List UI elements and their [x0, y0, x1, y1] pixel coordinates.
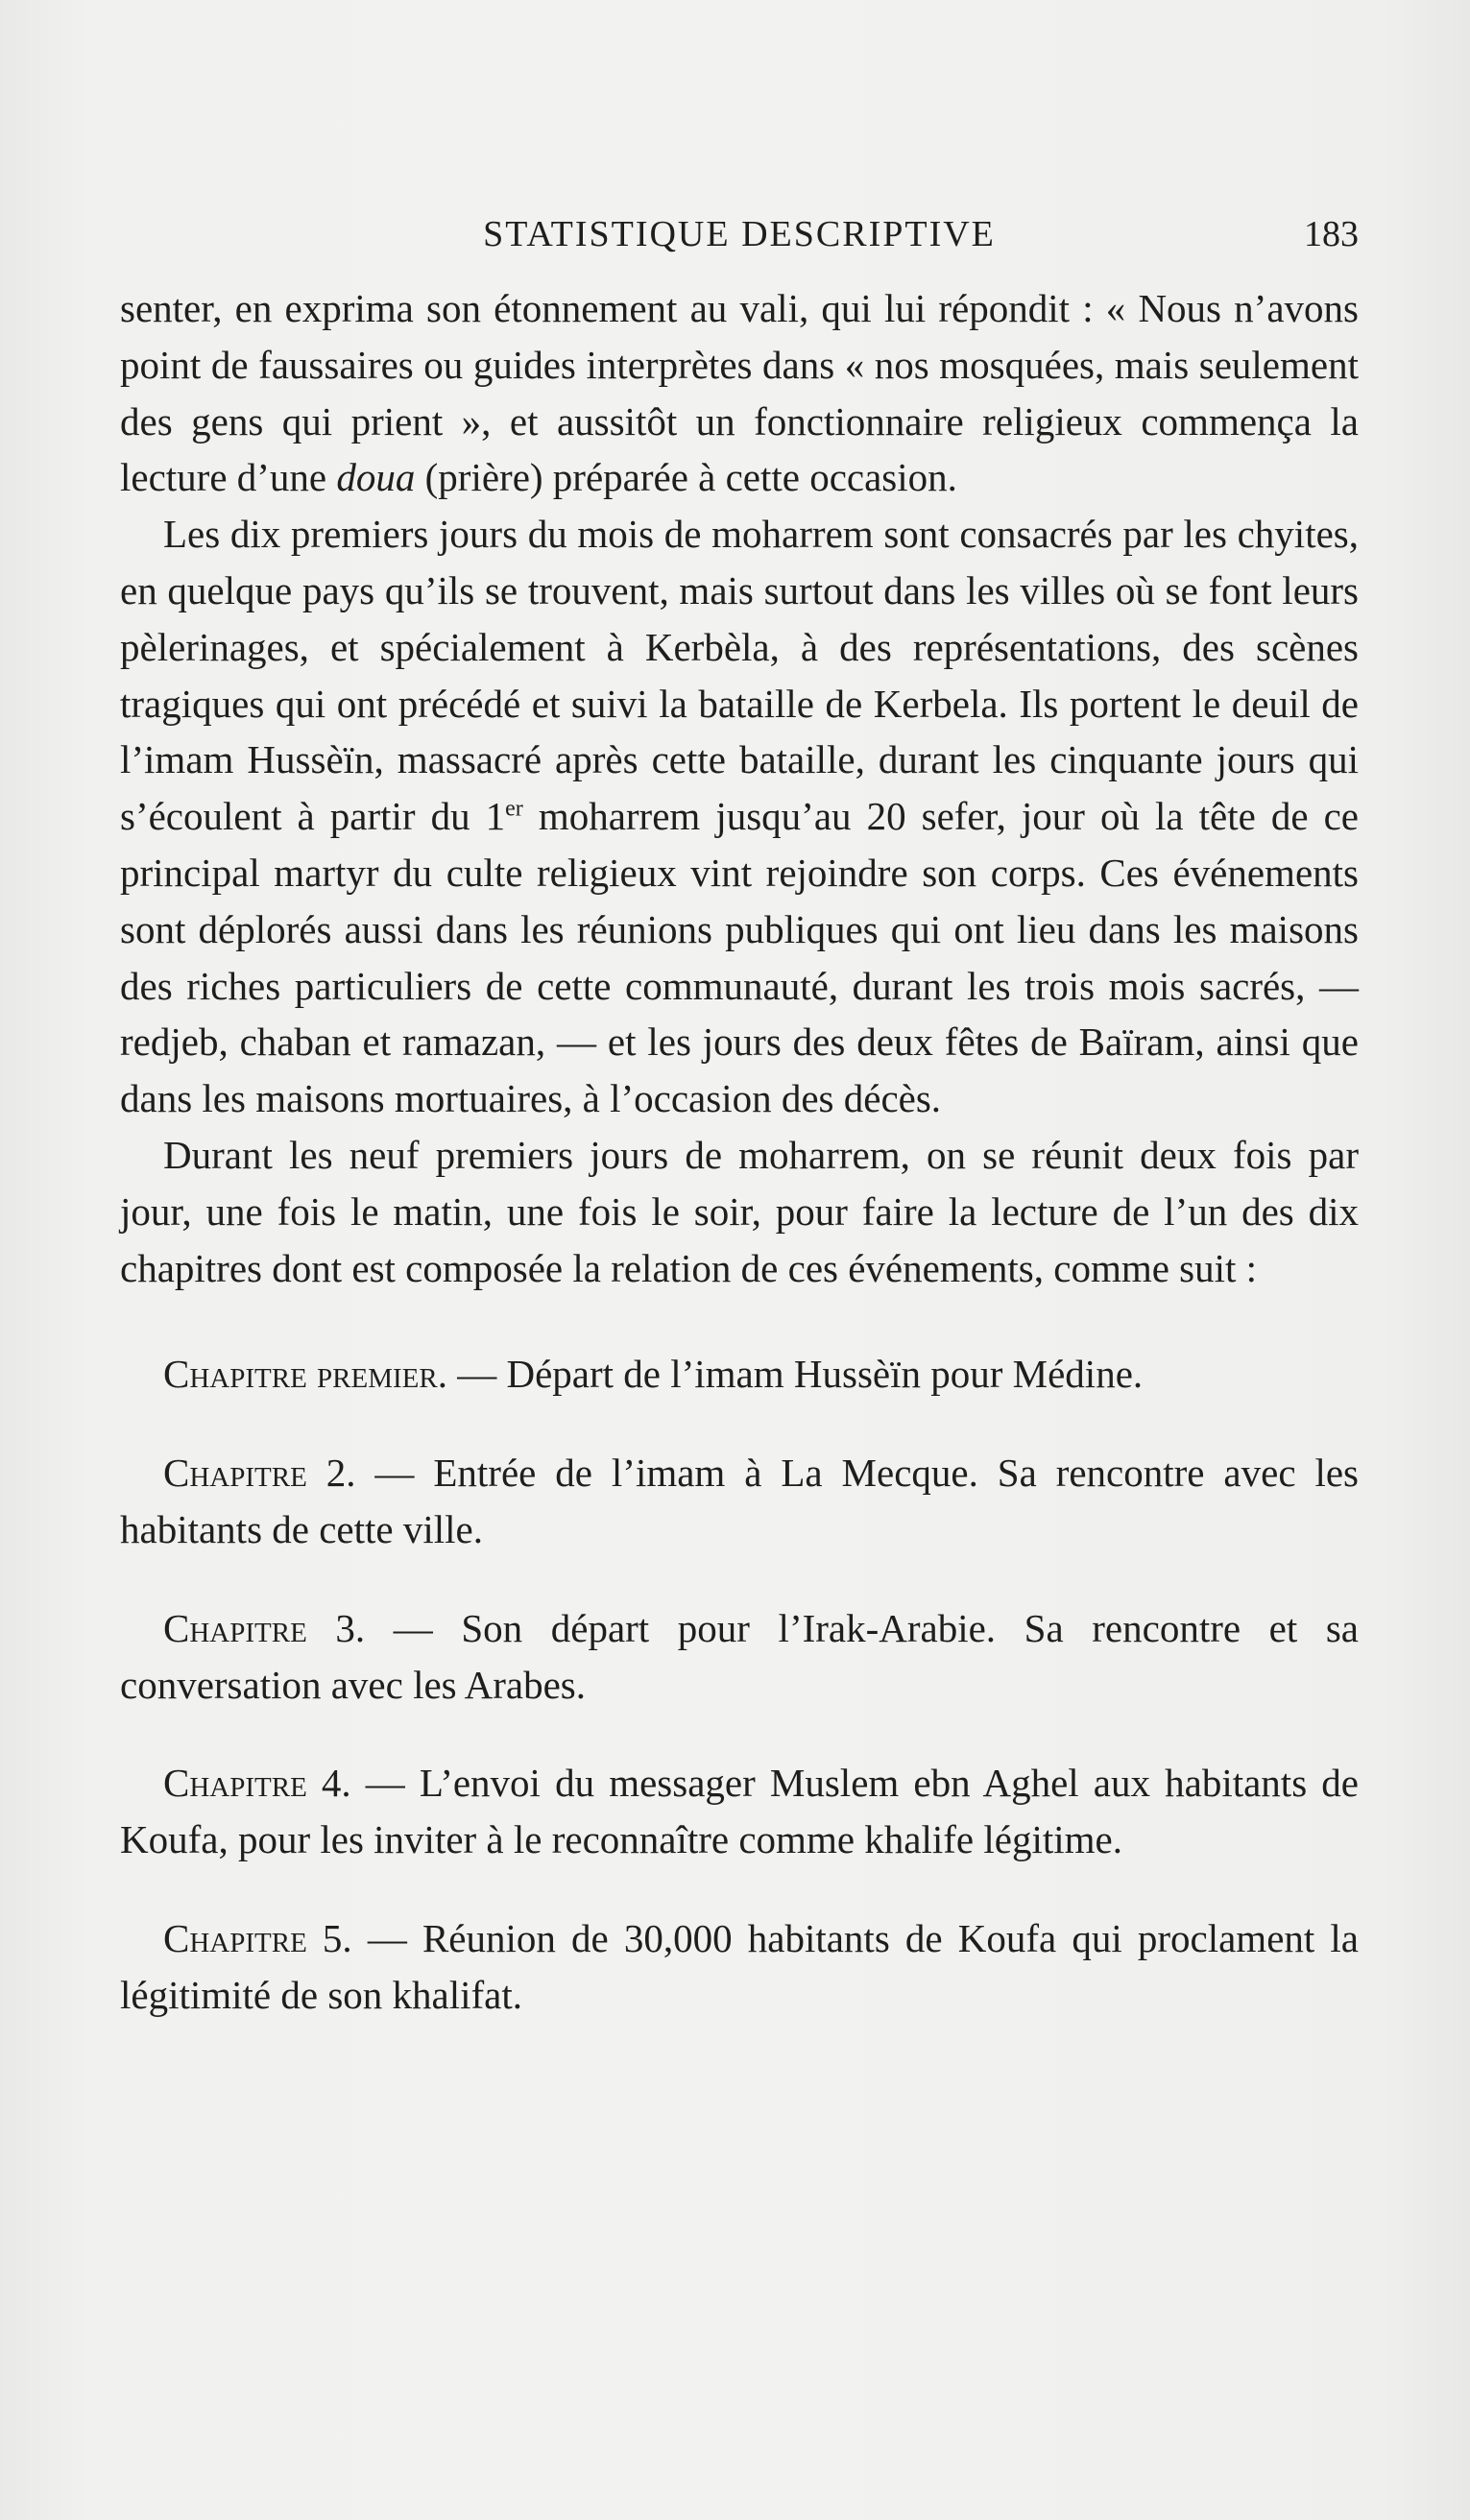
chapter-text: — Entrée de l’imam à La Mecque. Sa rencontre avec les habitants de cette ville.	[120, 1451, 1360, 1551]
body-text	[120, 280, 1359, 2024]
paragraph-2-text-b: moharrem jusqu’au 20 sefer, jour où la tête de ce principal martyr du culte religieux vint rejoindre son corps. Ces événements sont déplorés aussi dans les réunions publiques qui ont lieu dans les maisons des riches particuliers de cette communauté, durant les trois mois sacrés, — redjeb, chaban et ramazan, — et les jours des deux fêtes de Baïram, ainsi que dans les maisons mortuaires, à l’occasion des décès.	[120, 794, 1360, 1121]
paragraph-3: Durant les neuf premiers jours de moharrem, on se réunit deux fois par jour, une fois le matin, une fois le soir, pour faire la lecture de l’un des dix chapitres dont est composée la relation de ces événements, comme suit :	[120, 1132, 1359, 1290]
chapter-label: Chapitre 2.	[163, 1451, 356, 1496]
chapter-label: Chapitre 4.	[163, 1761, 351, 1806]
chapter-label: Chapitre 3.	[163, 1605, 366, 1650]
running-title: STATISTIQUE DESCRIPTIVE	[483, 214, 996, 254]
chapter-text: — Réunion de 30,000 habitants de Koufa qui proclament la légitimité de son khalifat.	[120, 1915, 1360, 2017]
paragraph-2-text-a: Les dix premiers jours du mois de moharrem sont consacrés par les chyites, en quelque pays qu’ils se trouvent, mais surtout dans les villes où se font leurs pèlerinages, et spécialement à Kerbèla, à des représentations, des scènes tragiques qui ont précédé et suivi la bataille de Kerbela. Ils portent le deuil de l’imam Hussèïn, massacré après cette bataille, durant les cinquante jours qui s’écoulent à partir du 1	[120, 512, 1359, 839]
paragraph-1	[120, 280, 1359, 506]
paragraph-2	[120, 506, 1359, 1127]
chapter-entry	[120, 1445, 1359, 1558]
chapter-label: Chapitre 5.	[163, 1915, 352, 1960]
ordinal-superscript: er	[505, 796, 523, 822]
chapter-label: Chapitre premier.	[163, 1352, 447, 1397]
chapter-entry	[120, 1600, 1359, 1714]
chapter-text: — L’envoi du messager Muslem ebn Aghel aux habitants de Koufa, pour les inviter à le reconnaître comme khalife légitime.	[120, 1761, 1359, 1862]
doua-term: doua	[336, 455, 416, 500]
chapter-text: — Départ de l’imam Hussèïn pour Médine.	[446, 1352, 1144, 1397]
chapter-entry	[120, 1910, 1359, 2024]
page-number: 183	[1304, 214, 1359, 254]
chapter-entry	[120, 1346, 1359, 1403]
paragraph-1-text: senter, en exprima son étonnement au vali, qui lui répondit : « Nous n’avons point de faussaires ou guides interprètes dans « nos mosquées, mais seulement des gens qui prient », et aussitôt un fonctionnaire religieux commença la lecture d’une	[120, 286, 1359, 500]
chapter-text: — Son départ pour l’Irak-Arabie. Sa rencontre et sa conversation avec les Arabes.	[120, 1605, 1359, 1707]
page-header	[120, 213, 1359, 271]
paragraph-1-end: (prière) préparée à cette occasion.	[415, 455, 957, 500]
chapter-entry	[120, 1755, 1359, 1868]
